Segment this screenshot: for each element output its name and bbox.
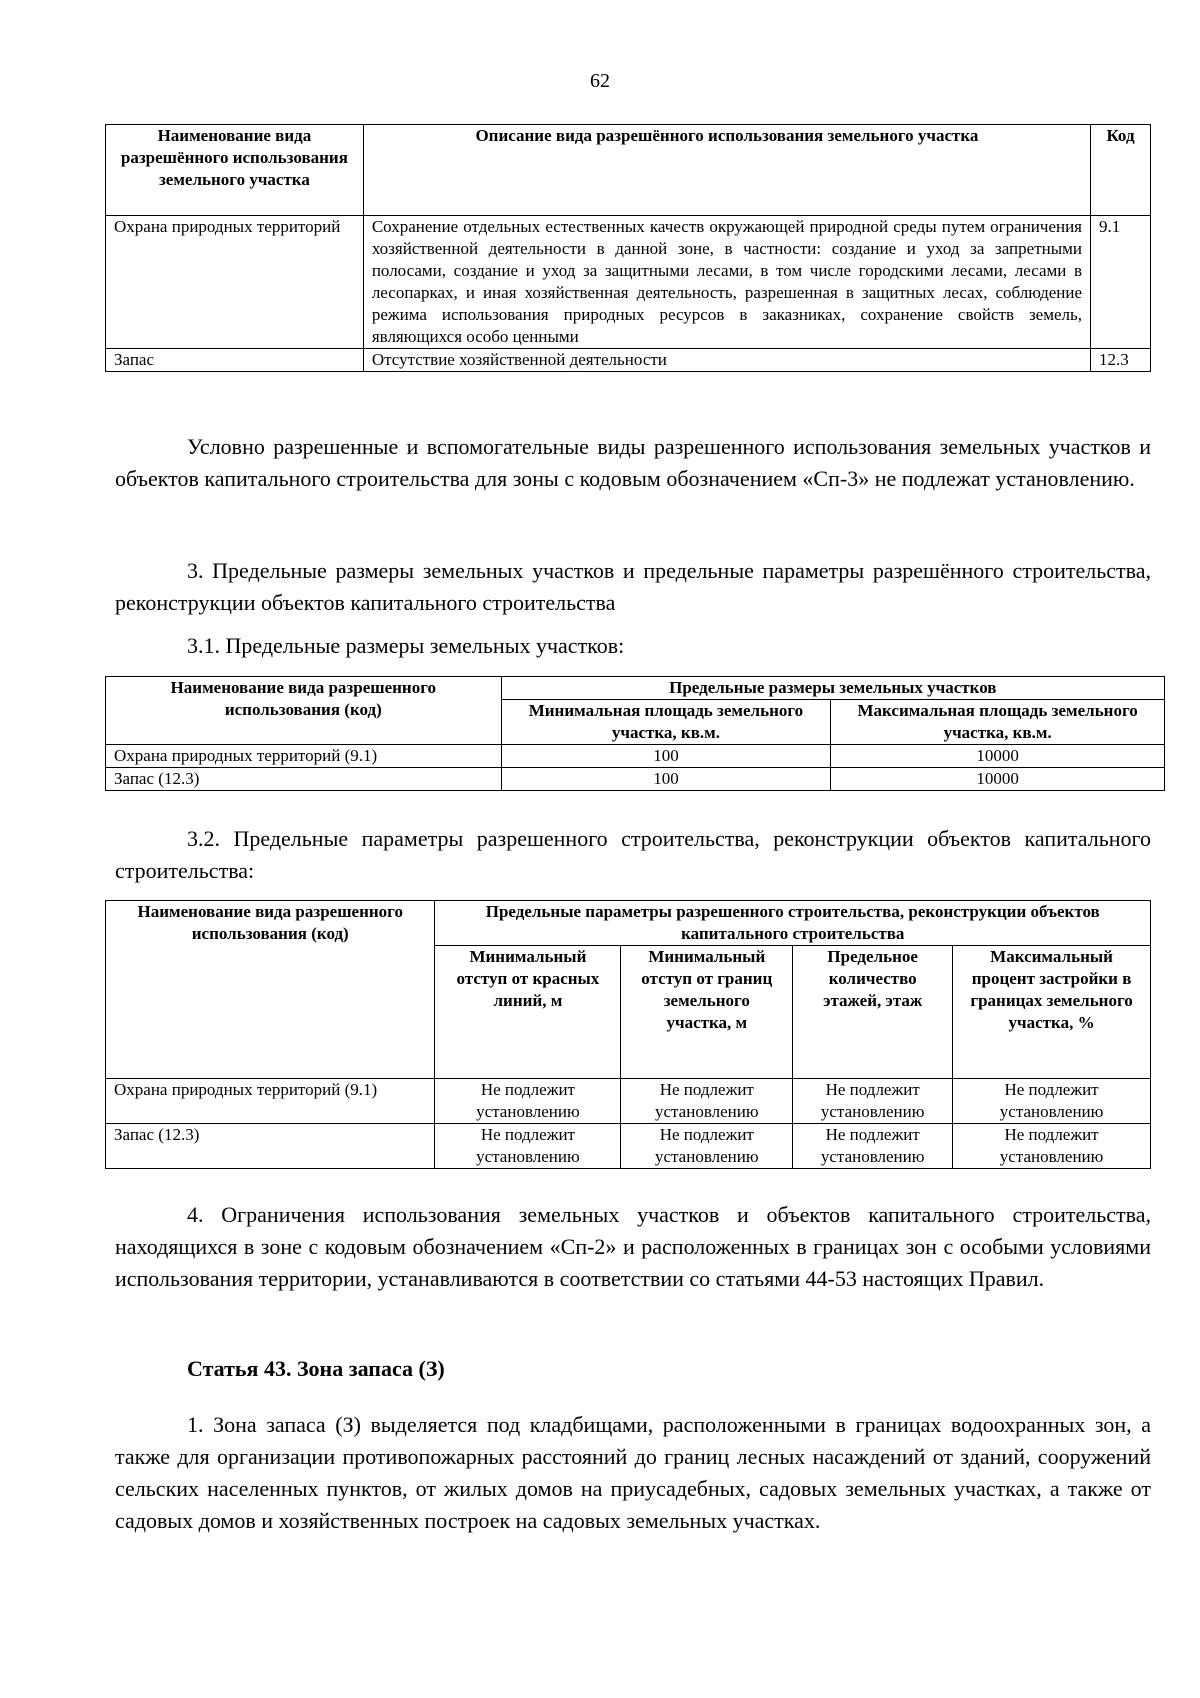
plot-size-table [105, 676, 1165, 791]
header-max-floors: Предельное количество этажей, этаж [793, 946, 953, 1079]
header-min-setback-plot-borders: Минимальный отступ от границ земельного участка, м [621, 946, 793, 1079]
building-parameters-table [105, 900, 1151, 1169]
code-cell: 9.1 [1091, 216, 1151, 349]
header-parameters-group: Предельные параметры разрешенного строительства, реконструкции объектов капитального строительства [435, 901, 1151, 946]
code-cell: 12.3 [1091, 349, 1151, 372]
table-header-row [106, 677, 1165, 700]
page-number: 62 [590, 70, 610, 92]
permitted-use-table [105, 124, 1151, 372]
use-name-cell: Охрана природных территорий (9.1) [106, 1079, 435, 1124]
header-use-name: Наименование вида разрешенного использования (код) [106, 901, 435, 1079]
table-row [106, 745, 1165, 768]
max-floors-cell: Не подлежит установлению [793, 1124, 953, 1169]
header-use-name: Наименование вида разрешённого использования земельного участка [106, 125, 364, 216]
paragraph-conditional-uses: Условно разрешенные и вспомогательные виды разрешенного использования земельных участков и объектов капитального строительства для зоны с кодовым обозначением «Сп-3» не подлежат установлению. [115, 434, 1151, 491]
paragraph-section-3-2: 3.2. Предельные параметры разрешенного строительства, реконструкции объектов капитального строительства: [115, 826, 1151, 883]
use-description-cell: Отсутствие хозяйственной деятельности [363, 349, 1090, 372]
min-setback-plot-borders-cell: Не подлежит установлению [621, 1079, 793, 1124]
use-name-cell: Запас (12.3) [106, 1124, 435, 1169]
min-setback-red-lines-cell: Не подлежит установлению [435, 1124, 621, 1169]
min-setback-plot-borders-cell: Не подлежит установлению [621, 1124, 793, 1169]
header-min-area: Минимальная площадь земельного участка, кв.м. [501, 700, 831, 745]
header-max-coverage-percent: Максимальный процент застройки в границах земельного участка, % [953, 946, 1151, 1079]
table-row [106, 768, 1165, 791]
header-plot-size-group: Предельные размеры земельных участков [501, 677, 1164, 700]
min-area-cell: 100 [501, 768, 831, 791]
use-name-cell: Запас (12.3) [106, 768, 502, 791]
header-max-area: Максимальная площадь земельного участка, кв.м. [831, 700, 1165, 745]
table-row [106, 349, 1151, 372]
paragraph-section-3: 3. Предельные размеры земельных участков и предельные параметры разрешённого строительства, реконструкции объектов капитального строительства [115, 558, 1151, 615]
article-heading: Статья 43. Зона запаса (З) [187, 1356, 445, 1381]
header-code: Код [1091, 125, 1151, 216]
max-floors-cell: Не подлежит установлению [793, 1079, 953, 1124]
header-use-name: Наименование вида разрешенного использования (код) [106, 677, 502, 745]
table-row [106, 1124, 1151, 1169]
table-row [106, 216, 1151, 349]
table-header-row [106, 901, 1151, 946]
table-row [106, 1079, 1151, 1124]
paragraph-zone-reserve: 1. Зона запаса (З) выделяется под кладбищами, расположенными в границах водоохранных зон, а также для организации противопожарных расстояний до границ лесных насаждений от зданий, сооружений сельских населенных пунктов, от жилых домов на приусадебных, садовых земельных участках, а также от садовых домов и хозяйственных построек на садовых земельных участках. [115, 1412, 1151, 1533]
max-area-cell: 10000 [831, 768, 1165, 791]
paragraph-section-3-1: 3.1. Предельные размеры земельных участков: [187, 633, 625, 658]
use-name-cell: Охрана природных территорий [106, 216, 364, 349]
min-setback-red-lines-cell: Не подлежит установлению [435, 1079, 621, 1124]
paragraph-section-4: 4. Ограничения использования земельных участков и объектов капитального строительства, находящихся в зоне с кодовым обозначением «Сп-2» и расположенных в границах зон с особыми условиями использования территории, устанавливаются в соответствии со статьями 44-53 настоящих Правил. [115, 1202, 1151, 1291]
max-coverage-cell: Не подлежит установлению [953, 1124, 1151, 1169]
max-coverage-cell: Не подлежит установлению [953, 1079, 1151, 1124]
use-name-cell: Запас [106, 349, 364, 372]
header-min-setback-red-lines: Минимальный отступ от красных линий, м [435, 946, 621, 1079]
use-description-cell: Сохранение отдельных естественных качеств окружающей природной среды путем ограничения хозяйственной деятельности в данной зоне, в частности: создание и уход за запретными полосами, создание и уход за защитными лесами, в том числе городскими лесами, лесами в лесопарках, и иная хозяйственная деятельность, разрешенная в защитных лесах, соблюдение режима использования природных ресурсов в заказниках, сохранение свойств земель, являющихся особо ценными [363, 216, 1090, 349]
max-area-cell: 10000 [831, 745, 1165, 768]
table-header-row [106, 125, 1151, 216]
use-name-cell: Охрана природных территорий (9.1) [106, 745, 502, 768]
min-area-cell: 100 [501, 745, 831, 768]
header-use-description: Описание вида разрешённого использования земельного участка [363, 125, 1090, 216]
